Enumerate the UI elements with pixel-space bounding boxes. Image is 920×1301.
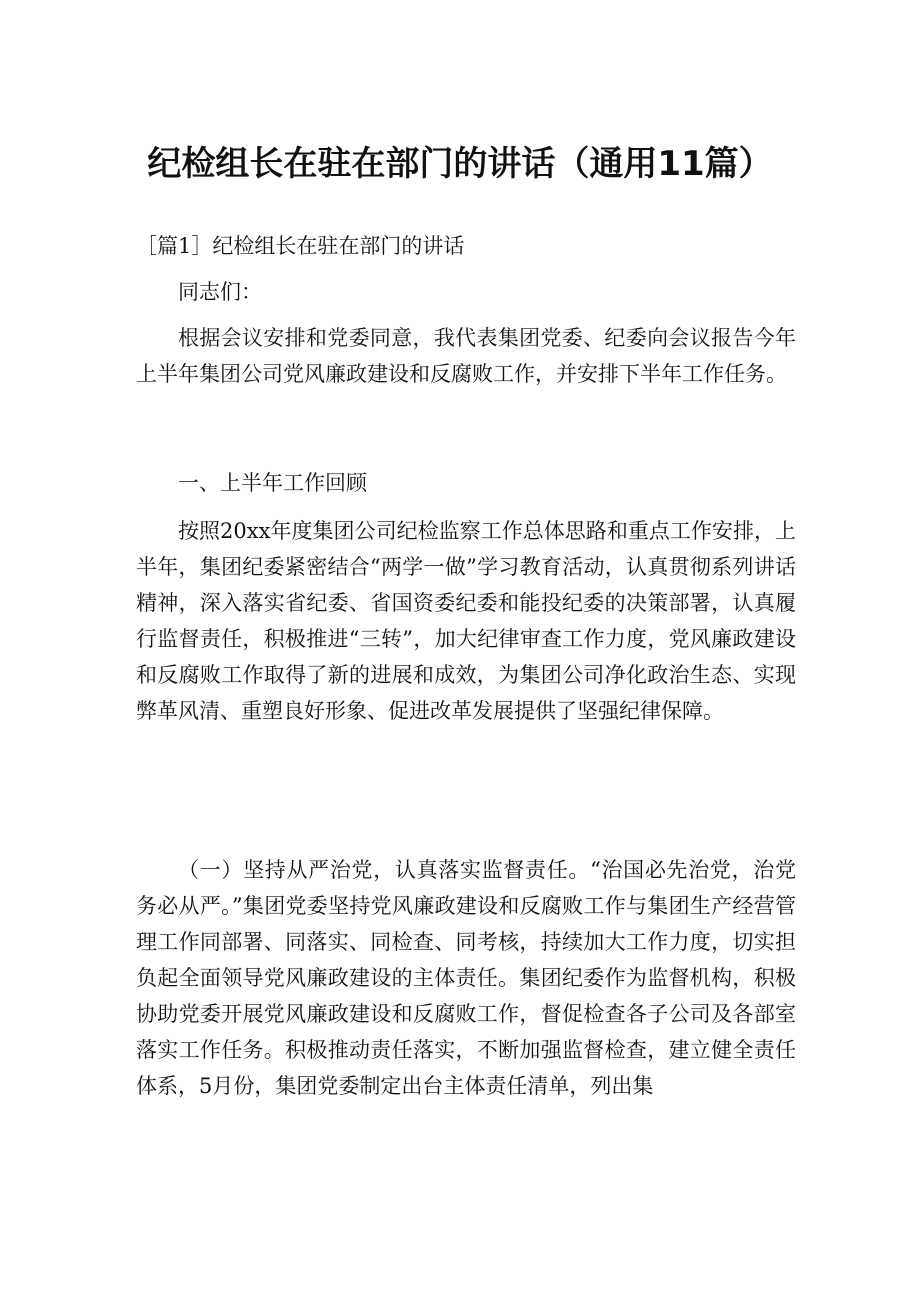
paragraph-intro bbox=[136, 320, 796, 392]
paragraph-review bbox=[136, 513, 796, 729]
salutation: 同志们： bbox=[178, 280, 262, 304]
paragraph-text: 按照20xx年度集团公司纪检监察工作总体思路和重点工作安排，上半年，集团纪委紧密结合“两学一做”学习教育活动，认真贯彻系列讲话精神，深入落实省纪委、省国资委纪委和能投纪委的决策部署，认真履行监督责任，积极推进“三转”，加大纪律审查工作力度，党风廉政建设和反腐败工作取得了新的进展和成效，为集团公司净化政治生态、实现弊革风清、重塑良好形象、促进改革发展提供了坚强纪律保障。 bbox=[136, 519, 796, 723]
paragraph-text: 根据会议安排和党委同意，我代表集团党委、纪委向会议报告今年上半年集团公司党风廉政建设和反腐败工作，并安排下半年工作任务。 bbox=[136, 326, 796, 386]
document-title: 纪检组长在驻在部门的讲话（通用11篇） bbox=[147, 144, 773, 184]
paragraph-responsibility bbox=[136, 852, 796, 1104]
heading-review: 一、上半年工作回顾 bbox=[178, 471, 367, 495]
section-heading: ［篇1］纪检组长在驻在部门的讲话 bbox=[136, 234, 465, 258]
paragraph-text: （一）坚持从严治党，认真落实监督责任。“治国必先治党，治党务必从严。”集团党委坚持党风廉政建设和反腐败工作与集团生产经营管理工作同部署、同落实、同检查、同考核，持续加大工作力度，切实担负起全面领导党风廉政建设的主体责任。集团纪委作为监督机构，积极协助党委开展党风廉政建设和反腐败工作，督促检查各子公司及各部室落实工作任务。积极推动责任落实，不断加强监督检查，建立健全责任体系，5月份，集团党委制定出台主体责任清单，列出集 bbox=[136, 858, 796, 1098]
